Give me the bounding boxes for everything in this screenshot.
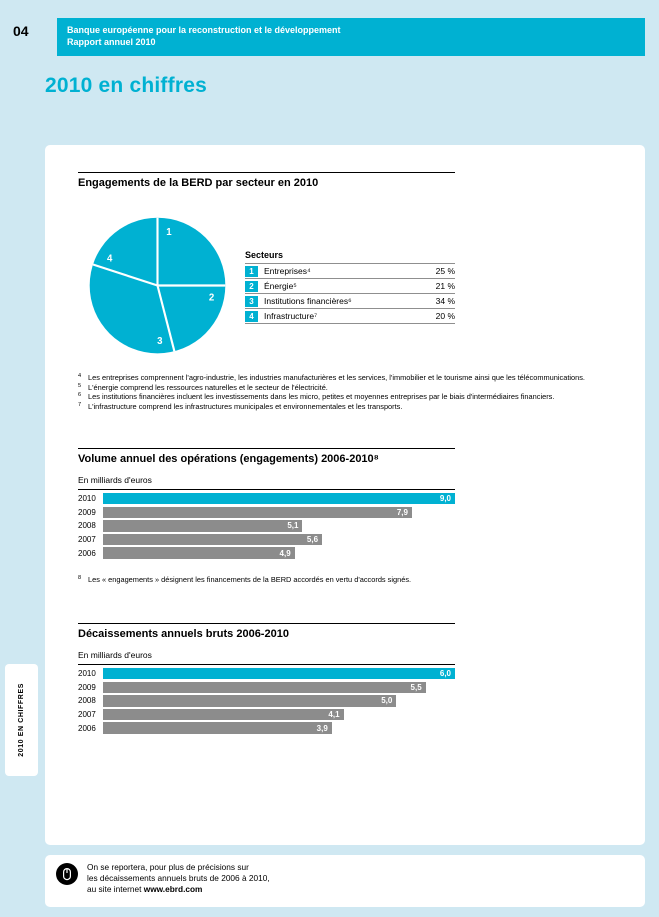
footnote-marker: 5 — [78, 382, 82, 389]
sector-label: Infrastructure⁷ — [264, 311, 318, 321]
bar-row — [78, 667, 455, 681]
bar-track — [103, 682, 455, 693]
engagements-chart-title: Volume annuel des opérations (engagements) 2006-2010⁸ — [78, 453, 379, 465]
bar-track — [103, 695, 455, 706]
bar-value-label: 6,0 — [439, 669, 451, 679]
bar-value-label: 9,0 — [439, 494, 451, 504]
bar-row — [78, 708, 455, 722]
table-row — [245, 309, 455, 324]
chapter-side-tab — [5, 664, 38, 776]
sector-label: Institutions financières⁶ — [264, 296, 352, 306]
bar — [103, 695, 396, 706]
bar-row — [78, 694, 455, 708]
sector-percentage: 20 % — [435, 311, 455, 321]
bar-track — [103, 547, 455, 558]
bar-track — [103, 722, 455, 733]
bar-row — [78, 519, 455, 533]
bar-value-label: 5,6 — [306, 535, 319, 545]
bar-row — [78, 533, 455, 547]
sector-percentage: 25 % — [435, 266, 455, 276]
footer-line-3 — [87, 884, 270, 895]
section-rule — [78, 448, 455, 449]
footnote-text: L'énergie comprend les ressources naturelles et le secteur de l'électricité. — [88, 382, 328, 392]
footer-note — [45, 855, 645, 907]
bar-year-label: 2008 — [78, 521, 96, 531]
footnote — [78, 392, 638, 402]
table-row — [245, 294, 455, 309]
bar-chart-decaissements — [78, 664, 455, 735]
footnote-engagements — [78, 575, 638, 585]
bar — [103, 507, 412, 518]
chapter-side-tab-label: 2010 EN CHIFFRES — [18, 683, 25, 757]
bar-row — [78, 492, 455, 506]
bar-chart-engagements — [78, 489, 455, 560]
sector-number-badge: 2 — [245, 281, 258, 292]
bar-row — [78, 506, 455, 520]
pie-chart-title: Engagements de la BERD par secteur en 2010 — [78, 177, 319, 189]
footnote — [78, 373, 638, 383]
content-panel — [45, 145, 645, 845]
mouse-icon — [56, 863, 78, 885]
bar-track — [103, 709, 455, 720]
bar-value-label: 5,0 — [381, 696, 393, 706]
sector-number-badge: 4 — [245, 311, 258, 322]
bar — [103, 722, 332, 733]
svg-text:4: 4 — [106, 253, 113, 265]
table-row — [245, 264, 455, 279]
bar — [103, 668, 455, 679]
footnote-marker: 8 — [78, 575, 82, 581]
pie-chart — [80, 208, 235, 363]
decaissements-chart-title: Décaissements annuels bruts 2006-2010 — [78, 628, 289, 640]
footer-text — [87, 862, 270, 895]
bar-year-label: 2006 — [78, 723, 96, 733]
footnote-text: Les institutions financières incluent les investissements dans les micro, petites et moyennes entreprises par le biais d'intermédiaires financiers. — [88, 392, 555, 402]
footnote — [78, 383, 638, 393]
footnote-text: Les « engagements » désignent les financements de la BERD accordés en vertu d'accords signés. — [88, 575, 412, 584]
footnote-marker: 4 — [78, 373, 82, 379]
decaissements-unit-label: En milliards d'euros — [78, 650, 152, 660]
bar-track — [103, 507, 455, 518]
bar-row — [78, 721, 455, 735]
footnote — [78, 575, 638, 585]
report-header-banner — [57, 18, 645, 56]
ebrd-url-link[interactable]: www.ebrd.com — [143, 884, 203, 894]
footnote-marker: 7 — [78, 401, 82, 408]
bar-row — [78, 681, 455, 695]
bar-track — [103, 534, 455, 545]
header-report-title: Rapport annuel 2010 — [67, 37, 156, 47]
footnote — [78, 402, 638, 412]
sector-label: Énergie⁵ — [264, 281, 297, 291]
section-rule — [78, 172, 455, 173]
pie-chart-svg — [80, 208, 235, 363]
footnotes-block — [78, 373, 638, 411]
bar-value-label: 4,1 — [328, 710, 340, 720]
bar-value-label: 5,5 — [410, 682, 422, 692]
svg-text:3: 3 — [157, 336, 163, 348]
bar-value-label: 4,9 — [279, 548, 291, 558]
bar — [103, 547, 295, 558]
engagements-unit-label: En milliards d'euros — [78, 475, 152, 485]
bar-track — [103, 668, 455, 679]
page-title: 2010 en chiffres — [45, 74, 207, 97]
bar — [103, 493, 455, 504]
sectors-rows — [245, 263, 455, 324]
sector-percentage: 34 % — [435, 296, 455, 306]
svg-text:1: 1 — [166, 226, 172, 238]
bar-year-label: 2009 — [78, 682, 96, 692]
section-rule — [78, 623, 455, 624]
bar-year-label: 2009 — [78, 507, 96, 517]
svg-text:2: 2 — [208, 292, 215, 304]
bar-value-label: 3,9 — [316, 723, 328, 733]
sectors-table-title: Secteurs — [245, 250, 284, 260]
page-number: 04 — [13, 23, 29, 39]
sector-number-badge: 3 — [245, 296, 258, 307]
footer-line-3-prefix: au site internet — [87, 884, 144, 894]
sector-percentage: 21 % — [435, 281, 455, 291]
footnote-marker: 6 — [78, 392, 82, 399]
bar-track — [103, 520, 455, 531]
bar-year-label: 2010 — [78, 494, 96, 504]
footnote-text: Les entreprises comprennent l'agro-industrie, les industries manufacturières et les services, l'immobilier et le tourisme ainsi que les télécommunications. — [88, 373, 585, 382]
bar-year-label: 2006 — [78, 548, 96, 558]
header-bank-name: Banque européenne pour la reconstruction et le développement — [67, 25, 341, 35]
bar-year-label: 2008 — [78, 696, 96, 706]
footer-line-1: On se reportera, pour plus de précisions sur — [87, 862, 249, 872]
footnote-text: L'infrastructure comprend les infrastructures municipales et environnementales et les transports. — [88, 401, 403, 411]
bar — [103, 709, 344, 720]
bar-year-label: 2007 — [78, 535, 96, 545]
sector-label: Entreprises⁴ — [264, 266, 311, 276]
footer-line-2: les décaissements annuels bruts de 2006 à 2010, — [87, 873, 270, 883]
bar — [103, 520, 302, 531]
bar — [103, 534, 322, 545]
bar-value-label: 7,9 — [396, 507, 408, 517]
bar-row — [78, 546, 455, 560]
bar-year-label: 2007 — [78, 710, 96, 720]
table-row — [245, 279, 455, 294]
sector-number-badge: 1 — [245, 266, 258, 277]
sectors-table — [245, 250, 455, 324]
bar-track — [103, 493, 455, 504]
bar — [103, 682, 426, 693]
bar-value-label: 5,1 — [287, 521, 299, 531]
bar-year-label: 2010 — [78, 669, 96, 679]
